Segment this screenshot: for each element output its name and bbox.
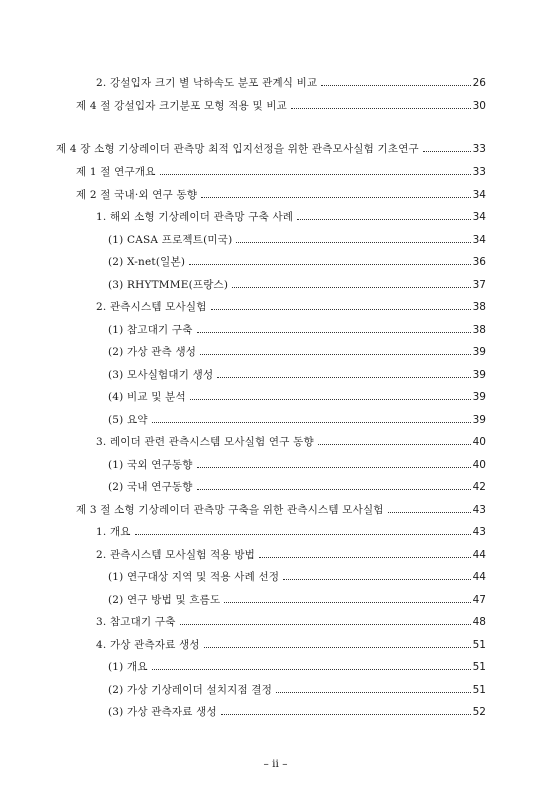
toc-entry[interactable]	[108, 409, 486, 427]
toc-entry-page: 48	[472, 616, 486, 628]
toc-entry-page: 43	[472, 504, 486, 516]
toc-entry-title: (2) 연구 방법 및 흐름도	[108, 594, 221, 606]
toc-entry[interactable]	[108, 274, 486, 292]
toc-entry-title: (2) 가상 기상레이더 설치지점 결정	[108, 684, 273, 696]
toc-entry[interactable]	[108, 656, 486, 674]
toc-entry-page: 38	[472, 301, 486, 313]
dot-leader	[221, 714, 471, 715]
toc-entry-title: (1) 국외 연구동향	[108, 459, 193, 471]
toc-entry[interactable]	[96, 431, 486, 449]
toc-entry-title: (1) CASA 프로젝트(미국)	[108, 234, 233, 246]
toc-entry-page: 40	[472, 459, 486, 471]
dot-leader	[224, 602, 470, 603]
dot-leader	[217, 377, 470, 378]
toc-entry[interactable]	[108, 589, 486, 607]
toc-entry-page: 52	[472, 706, 486, 718]
dot-leader	[236, 242, 470, 243]
toc-entry-page: 39	[472, 369, 486, 381]
dot-leader	[152, 669, 471, 670]
toc-entry[interactable]	[96, 521, 486, 539]
dot-leader	[200, 354, 470, 355]
toc-entry-page: 39	[472, 346, 486, 358]
toc-entry-title: (2) X-net(일본)	[108, 256, 186, 268]
toc-entry-title: 2. 관측시스템 모사실험	[96, 301, 207, 313]
dot-leader	[189, 264, 470, 265]
toc-entry-title: (5) 요약	[108, 414, 148, 426]
toc-entry[interactable]	[108, 319, 486, 337]
dot-leader	[135, 534, 471, 535]
toc-entry-page: 44	[472, 549, 486, 561]
toc-entry-title: (2) 국내 연구동향	[108, 481, 193, 493]
toc-entry-title: (3) 모사실험대기 생성	[108, 369, 214, 381]
dot-leader	[160, 174, 471, 175]
toc-entry-page: 51	[472, 684, 486, 696]
dot-leader	[152, 422, 471, 423]
dot-leader	[197, 489, 471, 490]
dot-leader	[204, 647, 471, 648]
toc-entry-page: 36	[472, 256, 486, 268]
toc-entry-page: 33	[472, 166, 486, 178]
toc-entry[interactable]	[108, 251, 486, 269]
toc-entry[interactable]	[96, 634, 486, 652]
dot-leader	[201, 197, 470, 198]
toc-entry-page: 38	[472, 324, 486, 336]
dot-leader	[211, 309, 471, 310]
toc-entry-title: 2. 관측시스템 모사실험 적용 방법	[96, 549, 256, 561]
toc-entry-page: 47	[472, 594, 486, 606]
toc-entry-page: 43	[472, 526, 486, 538]
toc-entry-title: 제 1 절 연구개요	[76, 166, 156, 178]
toc-entry-page: 51	[472, 661, 486, 673]
toc-entry-page: 34	[472, 234, 486, 246]
toc-entry-page: 51	[472, 639, 486, 651]
toc-entry-page: 42	[472, 481, 486, 493]
toc-entry-title: (1) 연구대상 지역 및 적용 사례 선정	[108, 571, 280, 583]
toc-entry[interactable]	[96, 611, 486, 629]
toc-entry[interactable]	[108, 341, 486, 359]
toc-entry-title: (3) 가상 관측자료 생성	[108, 706, 217, 718]
dot-leader	[232, 287, 470, 288]
toc-entry-title: 4. 가상 관측자료 생성	[96, 639, 200, 651]
toc-entry-page: 40	[472, 436, 486, 448]
toc-entry[interactable]	[108, 386, 486, 404]
toc-entry-page: 34	[472, 189, 486, 201]
toc-entry-title: 2. 강설입자 크기 별 낙하속도 분포 관계식 비교	[96, 77, 318, 89]
toc-entry[interactable]	[96, 206, 486, 224]
toc-entry-page: 34	[472, 211, 486, 223]
dot-leader	[388, 512, 471, 513]
toc-entry-page: 26	[472, 77, 486, 89]
toc-entry-title: 3. 레이더 관련 관측시스템 모사실험 연구 동향	[96, 436, 314, 448]
toc-entry[interactable]	[96, 544, 486, 562]
toc-entry-title: 제 4 장 소형 기상레이더 관측망 최적 입지선정을 위한 관측모사실험 기초연구	[56, 143, 419, 155]
toc-entry[interactable]	[76, 184, 486, 202]
toc-entry[interactable]	[108, 566, 486, 584]
toc-entry-title: (3) RHYTMME(프랑스)	[108, 279, 229, 291]
toc-chapter-entry[interactable]	[56, 138, 486, 156]
toc-entry-title: 제 3 절 소형 기상레이더 관측망 구축을 위한 관측시스템 모사실험	[76, 504, 384, 516]
toc-entry-title: (1) 참고대기 구축	[108, 324, 193, 336]
dot-leader	[423, 151, 471, 152]
dot-leader	[190, 399, 471, 400]
toc-entry-title: (4) 비교 및 분석	[108, 391, 186, 403]
dot-leader	[321, 85, 470, 86]
toc-entry-page: 30	[472, 100, 486, 112]
toc-entry-page: 33	[472, 143, 486, 155]
toc-entry[interactable]	[108, 454, 486, 472]
toc-entry[interactable]	[108, 701, 486, 719]
toc-entry-title: 1. 해외 소형 기상레이더 관측망 구축 사례	[96, 211, 294, 223]
toc-entry[interactable]	[96, 72, 486, 90]
toc-entry[interactable]	[76, 499, 486, 517]
toc-entry-title: 1. 개요	[96, 526, 131, 538]
toc-entry[interactable]	[108, 364, 486, 382]
dot-leader	[318, 444, 471, 445]
toc-entry[interactable]	[96, 296, 486, 314]
toc-entry-page: 37	[472, 279, 486, 291]
toc-entry-title: 제 4 절 강설입자 크기분포 모형 적용 및 비교	[76, 100, 288, 112]
toc-entry-title: (1) 개요	[108, 661, 148, 673]
toc-entry-title: 3. 참고대기 구축	[96, 616, 176, 628]
dot-leader	[276, 692, 471, 693]
toc-entry-title: 제 2 절 국내·외 연구 동향	[76, 189, 198, 201]
dot-leader	[197, 467, 471, 468]
dot-leader	[297, 219, 470, 220]
toc-entry-page: 39	[472, 414, 486, 426]
toc-entry[interactable]	[76, 95, 486, 113]
toc-entry[interactable]	[76, 161, 486, 179]
page-number: – ii –	[263, 758, 288, 770]
toc-entry[interactable]	[108, 679, 486, 697]
toc-entry-page: 44	[472, 571, 486, 583]
dot-leader	[180, 624, 471, 625]
toc-entry-page: 39	[472, 391, 486, 403]
toc-entry[interactable]	[108, 229, 486, 247]
toc-entry-title: (2) 가상 관측 생성	[108, 346, 197, 358]
dot-leader	[291, 108, 471, 109]
toc-entry[interactable]	[108, 476, 486, 494]
dot-leader	[283, 579, 470, 580]
dot-leader	[259, 557, 471, 558]
dot-leader	[197, 332, 471, 333]
